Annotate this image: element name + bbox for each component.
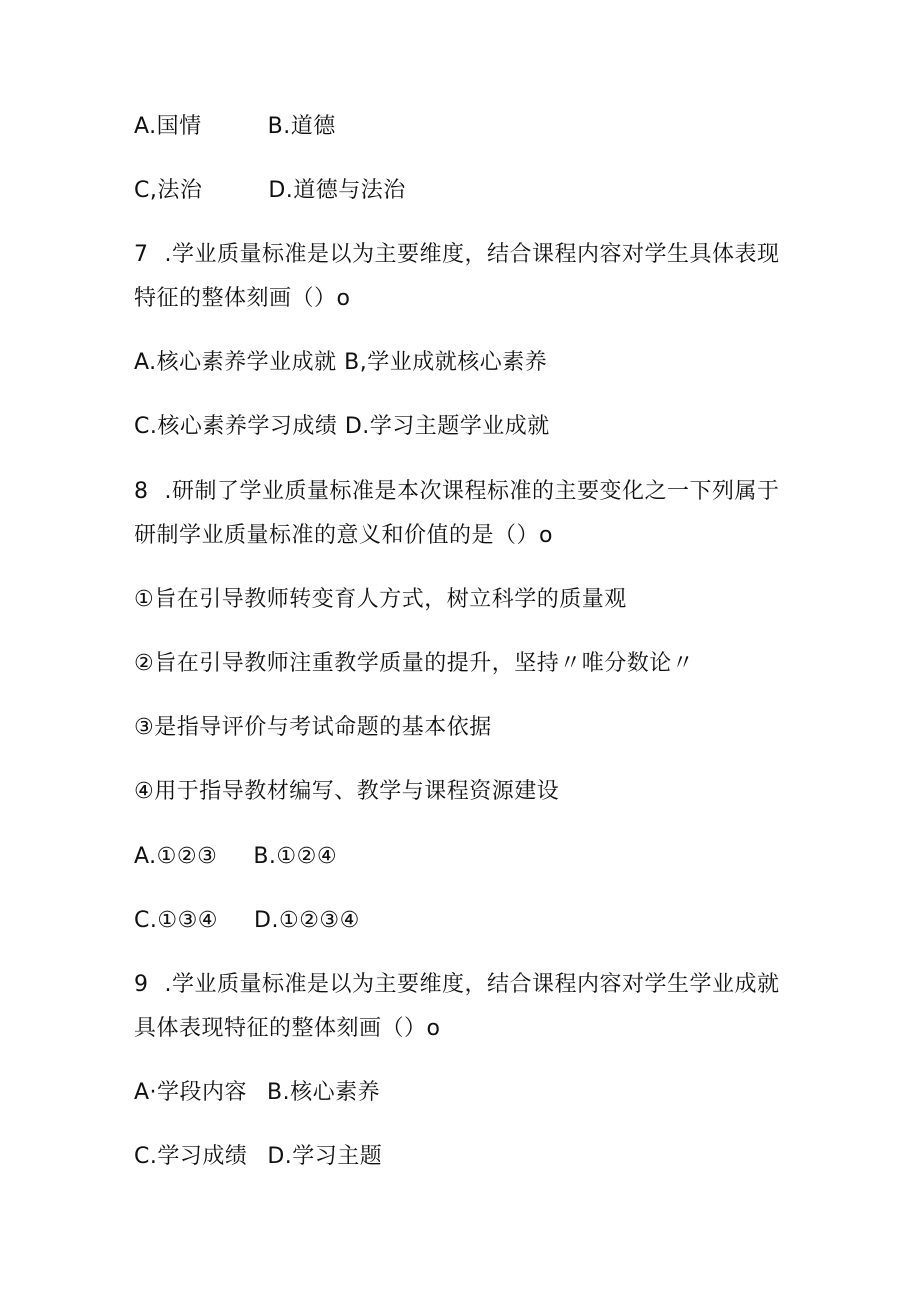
q9-stem-text-1: .学业质量标准是以为主要维度，结合课程内容对学生学业成就 — [164, 972, 780, 997]
q7-options-ab: A.核心素养学业成就 B,学业成就核心素养 — [134, 350, 548, 375]
q7-stem-line-2: 特征的整体刻画（）o — [134, 286, 351, 311]
q6-option-c: C,法治 — [134, 178, 203, 203]
q9-number: 9 — [134, 972, 149, 997]
q8-option-c: C.①③④ — [134, 908, 219, 933]
q6-option-b: B.道德 — [267, 114, 336, 139]
q8-statement-2: ②旨在引导教师注重教学质量的提升，坚持〃唯分数论〃 — [134, 651, 695, 676]
q8-stem-text-1: .研制了学业质量标准是本次课程标准的主要变化之一下列属于 — [164, 479, 780, 504]
q8-options-row-2 — [134, 906, 360, 936]
q7-options-cd: C.核心素养学习成绩 D.学习主题学业成就 — [134, 414, 550, 439]
q7-stem-line-1 — [134, 240, 780, 270]
q8-option-a: A.①②③ — [134, 844, 218, 869]
q6-option-d: D.道德与法治 — [268, 178, 406, 203]
q6-option-a: A.国情 — [134, 114, 202, 139]
q8-stem-line-2: 研制学业质量标准的意义和价值的是（）o — [134, 523, 553, 548]
q8-statement-3: ③是指导评价与考试命题的基本依据 — [134, 715, 492, 740]
q9-options-row-2 — [134, 1142, 382, 1172]
q9-option-a: A·学段内容 — [134, 1080, 248, 1105]
q6-options-row-2 — [134, 176, 406, 206]
q8-option-d: D.①②③④ — [254, 908, 360, 933]
q8-statement-4: ④用于指导教材编写、教学与课程资源建设 — [134, 779, 560, 804]
q7-stem-text-1: .学业质量标准是以为主要维度，结合课程内容对学生具体表现 — [164, 242, 780, 267]
q8-number: 8 — [134, 479, 149, 504]
q9-option-d: D.学习主题 — [267, 1144, 383, 1169]
q8-option-b: B.①②④ — [253, 844, 338, 869]
q9-option-b: B.核心素养 — [267, 1080, 381, 1105]
q8-stem-line-1 — [134, 477, 780, 507]
q7-number: 7 — [134, 242, 149, 267]
q6-options-row-1 — [134, 112, 336, 142]
q9-option-c: C.学习成绩 — [134, 1144, 248, 1169]
q9-options-row-1 — [134, 1078, 380, 1108]
q9-stem-line-2: 具体表现特征的整体刻画（）o — [134, 1016, 441, 1041]
q8-statement-1: ①旨在引导教师转变育人方式，树立科学的质量观 — [134, 587, 627, 612]
q8-options-row-1 — [134, 842, 337, 872]
q9-stem-line-1 — [134, 970, 780, 1000]
